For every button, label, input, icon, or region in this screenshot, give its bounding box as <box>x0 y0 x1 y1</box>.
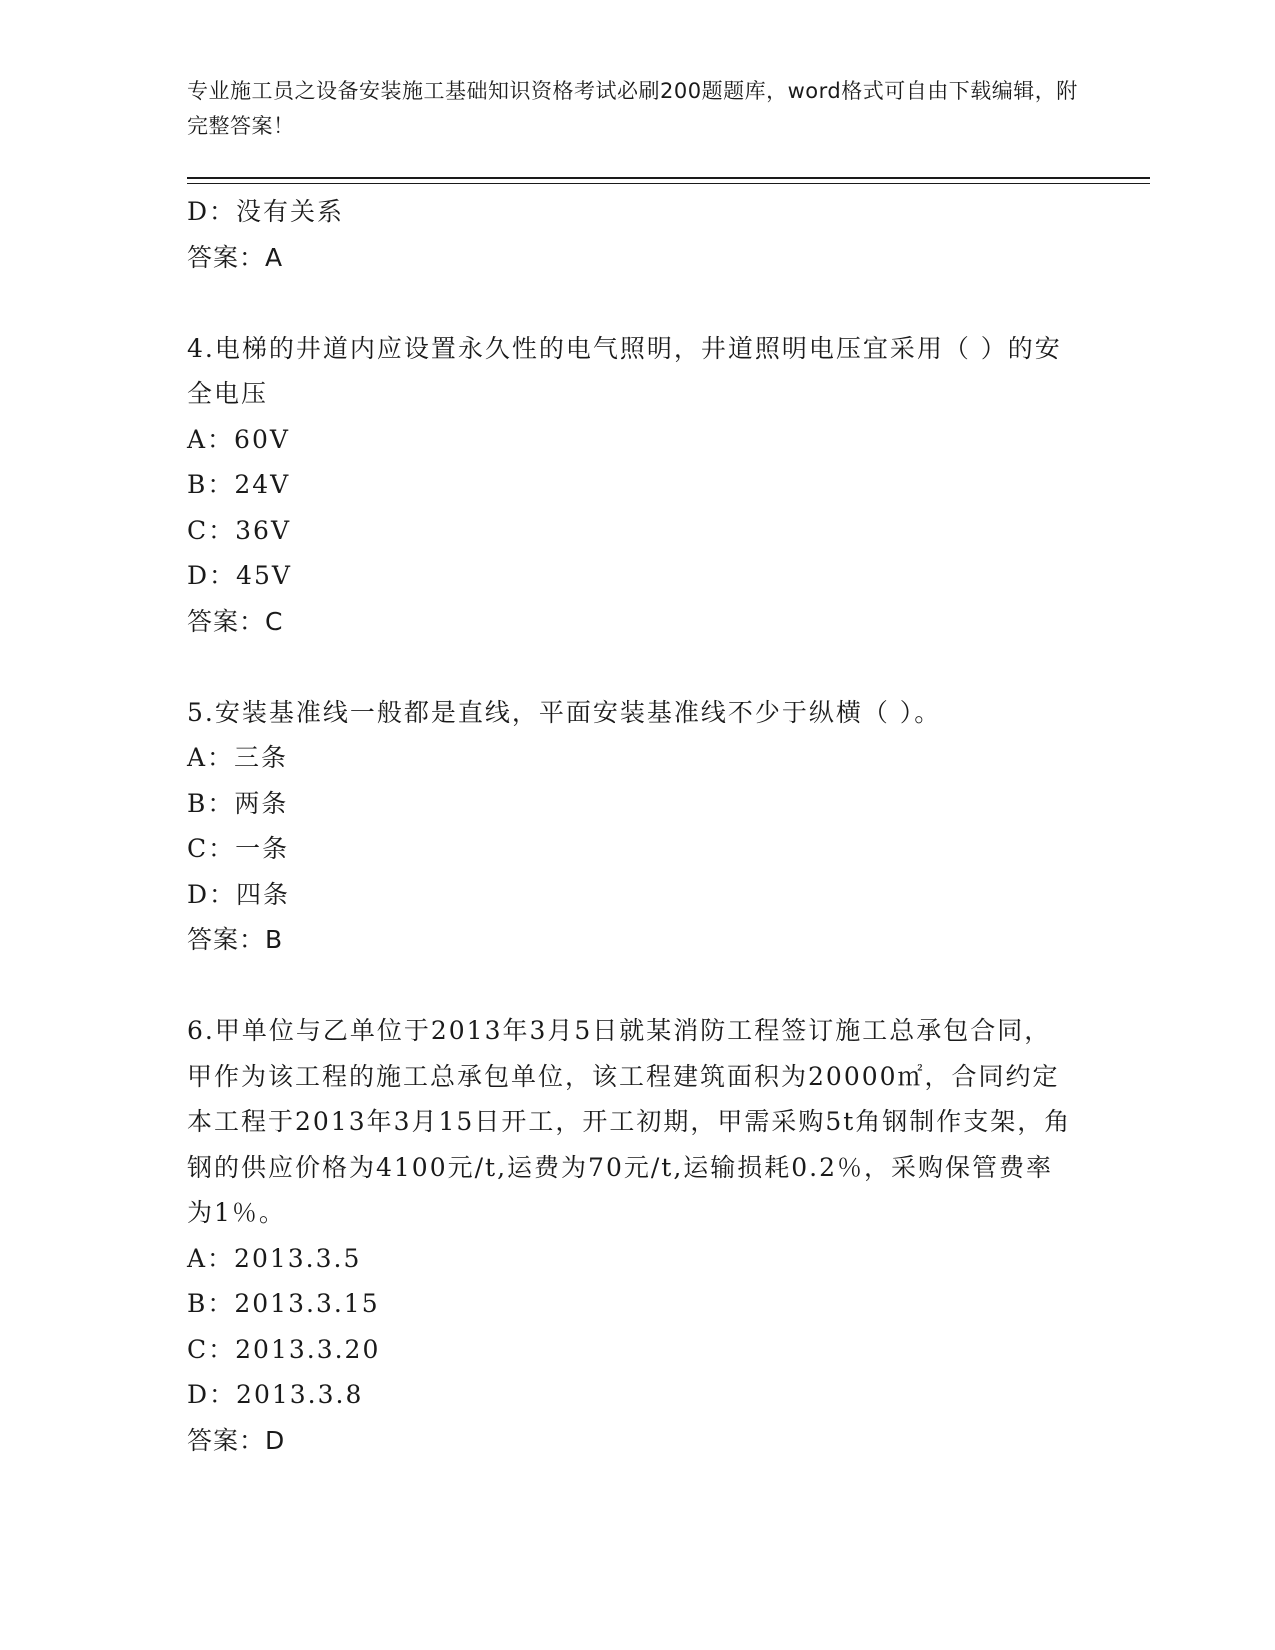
option-a: A：三条 <box>187 743 289 772</box>
spacer <box>187 280 1087 326</box>
option-d: D：四条 <box>187 879 291 909</box>
option-b: B：2013.3.15 <box>187 1289 380 1318</box>
option-d: D：45V <box>187 561 292 590</box>
option-c: C：2013.3.20 <box>187 1334 381 1364</box>
header-rule-thin <box>187 183 1150 184</box>
question-stem: 6.甲单位与乙单位于2013年3月5日就某消防工程签订施工总承包合同，甲作为该工程的施工总承包单位，该工程建筑面积为20000㎡，合同约定本工程于2013年3月15日开工，开工初期，甲需采购5t角钢制作支架，角钢的供应价格为4100元/t,运费为70元/t,运输损耗0.2％，采购保管费率为1％。 <box>187 1016 1072 1227</box>
option-b: B：两条 <box>187 788 289 818</box>
option-c: C：一条 <box>187 834 290 863</box>
question-6 <box>187 1008 1087 1463</box>
spacer <box>187 644 1087 690</box>
question-list <box>187 189 1087 1463</box>
question-stem: 4.电梯的井道内应设置永久性的电气照明，井道照明电压宜采用（ ）的安全电压 <box>187 333 1062 408</box>
answer: 答案：D <box>187 1425 286 1455</box>
header-rule-thick <box>187 177 1150 179</box>
spacer <box>187 963 1087 1009</box>
option-d: D：没有关系 <box>187 197 345 226</box>
question-3-tail <box>187 189 1087 280</box>
question-stem: 5.安装基准线一般都是直线，平面安装基准线不少于纵横（ ）。 <box>187 697 942 727</box>
answer: 答案：C <box>187 606 284 636</box>
page-header: 专业施工员之设备安装施工基础知识资格考试必刷200题题库，word格式可自由下载编辑，附完整答案！ <box>187 79 1078 138</box>
question-4 <box>187 326 1087 645</box>
answer: 答案：A <box>187 242 284 272</box>
option-a: A：60V <box>187 424 290 454</box>
answer: 答案：B <box>187 925 284 954</box>
option-d: D：2013.3.8 <box>187 1380 364 1409</box>
option-b: B：24V <box>187 470 291 499</box>
option-c: C：36V <box>187 515 291 545</box>
question-5 <box>187 690 1087 963</box>
option-a: A：2013.3.5 <box>187 1243 362 1273</box>
